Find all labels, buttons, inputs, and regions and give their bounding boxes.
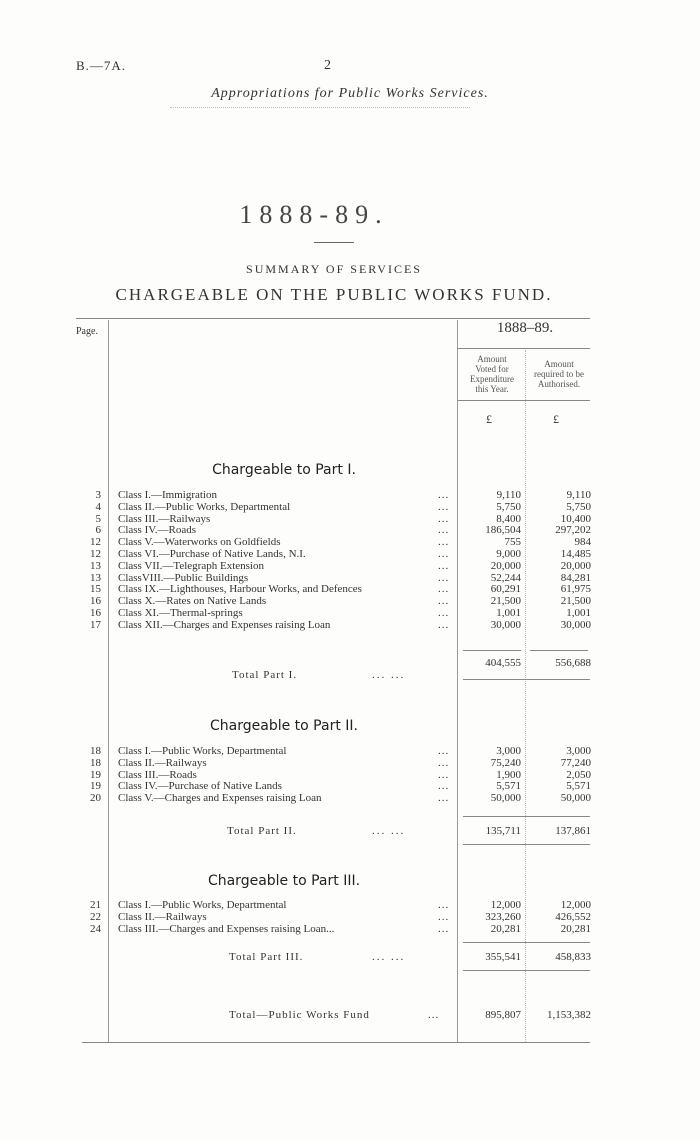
table-row [76,548,596,560]
row-page-number: 19 [90,780,101,793]
part-3-sum-rule [463,942,590,943]
row-leader-dots: ... [438,524,450,537]
required-currency-symbol: £ [553,412,559,426]
row-description: Class X.—Rates on Native Lands [118,595,267,608]
row-voted-amount: 5,750 [496,500,521,513]
row-page-number: 22 [90,910,101,923]
row-voted-amount: 9,110 [496,489,521,501]
row-page-number: 12 [90,548,101,560]
row-leader-dots: ... [438,745,450,757]
part-1-voted-sum-rule [463,650,521,651]
row-leader-dots: ... [438,500,450,513]
table-row [76,780,596,792]
row-required-amount: 10,400 [560,512,591,525]
row-voted-amount: 1,900 [496,768,521,781]
header-rule [170,107,470,108]
title-short-rule [314,242,354,243]
table-row [76,619,596,631]
table-row [76,899,596,911]
row-description: Class V.—Waterworks on Goldfields [118,536,281,549]
part-2-total-voted: 135,711 [485,825,521,837]
row-required-amount: 20,000 [560,559,591,572]
row-leader-dots: ... [438,571,450,584]
table-bottom-rule [82,1042,590,1043]
row-voted-amount: 9,000 [496,548,521,560]
row-leader-dots: ... [438,899,450,911]
part-3-total-label: Total Part III. [229,951,304,963]
row-leader-dots: ... [438,922,450,935]
part-1-total-dots: ... ... [372,669,406,681]
row-leader-dots: ... [438,595,450,608]
table-row [76,524,596,536]
row-description: ClassVIII.—Public Buildings [118,571,249,584]
row-voted-amount: 50,000 [490,792,521,805]
table-row [76,583,596,595]
title-line-1: SUMMARY OF SERVICES [246,262,422,276]
row-required-amount: 20,281 [560,922,591,935]
document-reference: B.—7A. [76,58,127,73]
row-page-number: 18 [90,756,101,769]
row-leader-dots: ... [438,548,450,560]
row-description: Class I.—Public Works, Departmental [118,899,287,911]
row-description: Class II.—Railways [118,910,207,923]
row-voted-amount: 5,571 [496,780,521,793]
row-description: Class II.—Public Works, Departmental [118,500,291,513]
page-column-header: Page. [76,326,98,337]
row-description: Class VII.—Telegraph Extension [118,559,264,572]
row-page-number: 15 [90,583,101,596]
grand-total-required: 1,153,382 [547,1009,591,1021]
row-required-amount: 21,500 [560,595,591,608]
part-2-total-label: Total Part II. [227,825,297,837]
required-column-header: Amount required to be Authorised. [534,359,584,389]
part-3-total-dots: ... ... [372,951,406,963]
part-1-total-voted: 404,555 [485,657,521,669]
part-1-total-required: 556,688 [555,657,591,669]
year-underline [458,348,590,349]
row-page-number: 13 [90,559,101,572]
row-page-number: 16 [90,607,101,619]
row-leader-dots: ... [438,583,450,596]
row-leader-dots: ... [438,780,450,793]
part-2-total-required: 137,861 [555,825,591,837]
row-page-number: 24 [90,922,101,935]
table-row [76,745,596,757]
grand-total-label: Total—Public Works Fund [229,1009,370,1021]
title-line-2: CHARGEABLE ON THE PUBLIC WORKS FUND. [115,285,553,304]
row-required-amount: 984 [574,536,591,549]
row-description: Class V.—Charges and Expenses raising Loan [118,792,322,805]
row-required-amount: 50,000 [560,792,591,805]
row-leader-dots: ... [438,512,450,525]
table-row [76,536,596,548]
row-required-amount: 426,552 [555,910,591,923]
row-leader-dots: ... [438,607,450,619]
part-2-total-dots: ... ... [372,825,406,837]
part-1-required-sum-rule [530,650,588,651]
row-required-amount: 2,050 [566,768,591,781]
part-2-total-rule [463,844,590,845]
row-page-number: 16 [90,595,101,608]
row-voted-amount: 755 [504,536,521,549]
row-description: Class III.—Railways [118,512,211,525]
row-voted-amount: 60,291 [490,583,521,596]
part-1-total-rule [463,679,590,680]
row-description: Class II.—Railways [118,756,207,769]
voted-currency-symbol: £ [486,412,492,426]
row-required-amount: 297,202 [555,524,591,537]
row-page-number: 3 [95,489,101,501]
table-row [76,572,596,584]
part-3-total-required: 458,833 [555,951,591,963]
row-leader-dots: ... [438,768,450,781]
table-row [76,560,596,572]
row-description: Class XII.—Charges and Expenses raising Loan [118,618,331,631]
grand-total-dots: ... [428,1009,440,1021]
column-head-rule [458,400,590,401]
row-description: Class I.—Immigration [118,489,217,501]
row-required-amount: 5,571 [566,780,591,793]
row-voted-amount: 30,000 [490,618,521,631]
row-page-number: 13 [90,571,101,584]
row-description: Class IV.—Roads [118,524,197,537]
table-top-rule [76,318,590,319]
row-page-number: 19 [90,768,101,781]
row-description: Class IV.—Purchase of Native Lands [118,780,282,793]
row-leader-dots: ... [438,618,450,631]
row-required-amount: 14,485 [560,548,591,560]
row-required-amount: 61,975 [560,583,591,596]
row-page-number: 21 [90,899,101,911]
part-3-total-voted: 355,541 [485,951,521,963]
row-required-amount: 5,750 [566,500,591,513]
row-voted-amount: 21,500 [490,595,521,608]
grand-total-voted: 895,807 [485,1009,521,1021]
row-voted-amount: 323,260 [485,910,521,923]
part-2-sum-rule [463,816,590,817]
row-voted-amount: 20,281 [490,922,521,935]
table-row [76,769,596,781]
row-required-amount: 12,000 [560,899,591,911]
part-1-total-label: Total Part I. [232,669,298,681]
table-row [76,911,596,923]
row-voted-amount: 52,244 [490,571,521,584]
row-voted-amount: 1,001 [496,607,521,619]
running-title: Appropriations for Public Works Services. [211,86,489,101]
row-voted-amount: 3,000 [496,745,521,757]
row-page-number: 17 [90,618,101,631]
row-required-amount: 84,281 [560,571,591,584]
table-row [76,792,596,804]
row-required-amount: 9,110 [566,489,591,501]
row-required-amount: 3,000 [566,745,591,757]
table-row [76,489,596,501]
row-description: Class XI.—Thermal-springs [118,607,243,619]
row-description: Class VI.—Purchase of Native Lands, N.I. [118,548,306,560]
row-page-number: 18 [90,745,101,757]
part-3-total-rule [463,970,590,971]
table-row [76,595,596,607]
row-leader-dots: ... [438,910,450,923]
voted-column-header: Amount Voted for Expenditure this Year. [470,354,514,394]
row-required-amount: 30,000 [560,618,591,631]
row-page-number: 20 [90,792,101,805]
row-description: Class I.—Public Works, Departmental [118,745,287,757]
table-row [76,513,596,525]
row-voted-amount: 8,400 [496,512,521,525]
part-3-heading: Chargeable to Part III. [207,873,361,889]
row-leader-dots: ... [438,756,450,769]
row-voted-amount: 75,240 [490,756,521,769]
table-row [76,607,596,619]
row-description: Class III.—Roads [118,768,197,781]
table-row [76,923,596,935]
row-required-amount: 77,240 [560,756,591,769]
row-description: Class III.—Charges and Expenses raising Loan... [118,922,335,935]
row-leader-dots: ... [438,559,450,572]
inner-amount-divider [525,350,526,1042]
table-row [76,757,596,769]
row-voted-amount: 20,000 [490,559,521,572]
row-leader-dots: ... [438,792,450,805]
year-column-header: 1888–89. [496,320,554,336]
row-voted-amount: 186,504 [485,524,521,537]
row-required-amount: 1,001 [566,607,591,619]
page-number: 2 [324,58,331,73]
row-voted-amount: 12,000 [490,899,521,911]
row-page-number: 5 [95,512,101,525]
row-leader-dots: ... [438,536,450,549]
title-year: 1888-89. [239,200,389,229]
row-page-number: 12 [90,536,101,549]
part-2-heading: Chargeable to Part II. [210,718,358,734]
table-row [76,501,596,513]
row-description: Class IX.—Lighthouses, Harbour Works, and Defences [118,583,362,596]
row-page-number: 6 [95,524,101,537]
row-leader-dots: ... [438,489,450,501]
row-page-number: 4 [95,500,101,513]
part-1-heading: Chargeable to Part I. [212,462,356,478]
